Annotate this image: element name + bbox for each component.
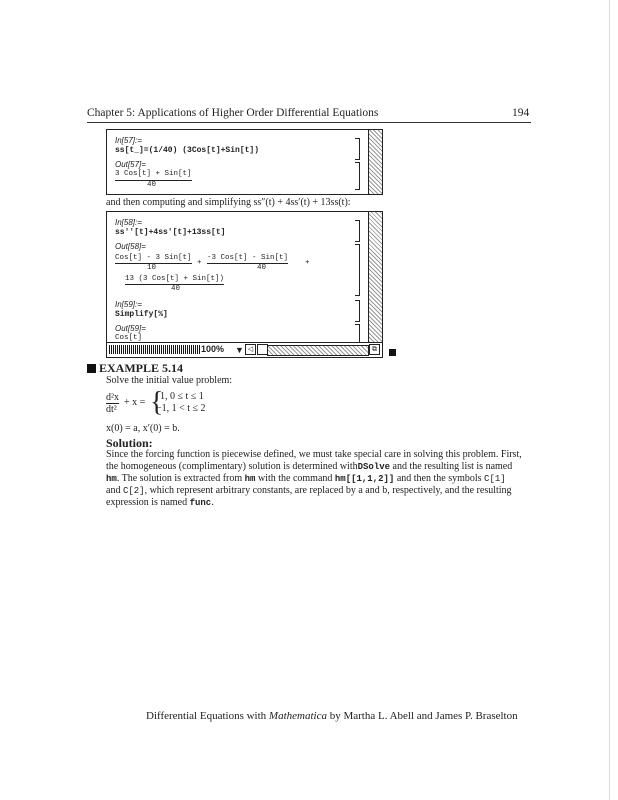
cell-bracket[interactable] [355, 220, 360, 242]
out57-numerator: 3 Cos[t] + Sin[t] [115, 170, 192, 181]
initial-conditions: x(0) = a, x′(0) = b. [106, 423, 180, 434]
footer [146, 710, 518, 722]
text: , which represent arbitrary constants, are replaced by a and b, respectively, and the resulting [144, 485, 512, 496]
notebook-window-bottom [106, 211, 383, 358]
code-hm-part: hm[[1,1,2]] [334, 474, 395, 484]
cell-bracket[interactable] [355, 324, 360, 344]
horizontal-scrollbar[interactable] [267, 345, 369, 356]
eq-plus: + x = [124, 397, 146, 408]
out58-plus: + [305, 259, 310, 267]
out58-label: Out[58]= [115, 242, 146, 251]
zoom-level[interactable]: 100% [201, 344, 225, 354]
case1: 1, 0 ≤ t ≤ 1 [160, 391, 204, 402]
out57-label: Out[57]= [115, 160, 146, 169]
in58-code[interactable]: ss''[t]+4ss'[t]+13ss[t] [115, 228, 226, 237]
code-func: func [189, 498, 212, 508]
text: the homogeneous (complimentary) solution is determined with [106, 461, 358, 472]
paragraph-line-2 [106, 461, 512, 473]
eq-denominator: dt² [106, 404, 117, 415]
solve-line: Solve the initial value problem: [106, 375, 233, 386]
paragraph-line-3 [106, 473, 506, 485]
solution-heading: Solution: [106, 436, 153, 450]
footer-post: by Martha L. Abell and James P. Braselton [326, 710, 518, 722]
in59-code[interactable]: Simplify[%] [115, 310, 168, 319]
status-bar [107, 342, 382, 357]
computing-line: and then computing and simplifying ss″(t) + 4ss′(t) + 13ss(t): [106, 197, 351, 208]
out58-plus: + [197, 259, 202, 267]
code-c2: C[2] [122, 486, 145, 496]
scrollbar[interactable] [368, 130, 382, 194]
paragraph-line-1: Since the forcing function is piecewise defined, we must take special care in solving this problem. First, [106, 449, 522, 460]
paragraph-line-5 [106, 497, 214, 509]
out57-denominator: 40 [147, 181, 157, 189]
page-number: 194 [512, 107, 530, 119]
notebook-window-top [106, 129, 383, 195]
code-hm: hm [244, 474, 256, 484]
chapter-header: Chapter 5: Applications of Higher Order Differential Equations [87, 107, 379, 119]
example-title: EXAMPLE 5.14 [99, 361, 183, 375]
text: and [106, 485, 123, 496]
out58-term1-den: 10 [147, 264, 157, 272]
in57-code[interactable]: ss[t_]=(1/40) (3Cos[t]+Sin[t]) [115, 146, 260, 155]
out58-term3-den: 40 [171, 285, 181, 293]
text: and the resulting list is named [390, 461, 513, 472]
out58-term2-num: -3 Cos[t] - Sin[t] [207, 254, 289, 262]
code-dsolve: DSolve [357, 462, 391, 472]
text: and then the symbols [394, 473, 485, 484]
end-of-example-square [389, 349, 396, 356]
case2: −1, 1 < t ≤ 2 [156, 403, 206, 414]
out59-label: Out[59]= [115, 324, 146, 333]
cell-bracket[interactable] [355, 244, 360, 296]
code-hm: hm [106, 474, 117, 484]
out58-term2-den: 40 [257, 264, 267, 272]
in57-label: In[57]:= [115, 136, 142, 145]
scrollbar[interactable] [368, 212, 382, 342]
in58-label: In[58]:= [115, 218, 142, 227]
text: expression is named [106, 497, 190, 508]
out58-term3-num: 13 (3 Cos[t] + Sin[t]) [125, 275, 225, 283]
cell-bracket[interactable] [355, 162, 360, 190]
text: . [211, 497, 214, 508]
code-c1: C[1] [484, 474, 506, 484]
brace-icon: { [150, 387, 164, 418]
text: with the command [255, 473, 335, 484]
text: . The solution is extracted from [116, 473, 245, 484]
in59-label: In[59]:= [115, 300, 142, 309]
cell-bracket[interactable] [355, 138, 360, 160]
resize-icon[interactable]: ⧉ [369, 344, 380, 355]
footer-pre: Differential Equations with [146, 710, 269, 722]
header-rule [87, 122, 531, 123]
page-edge-line [609, 0, 610, 800]
paragraph-line-4 [106, 485, 512, 497]
out58-term1-num: Cos[t] - 3 Sin[t] [115, 254, 192, 262]
footer-title: Mathematica [268, 710, 327, 722]
cell-bracket[interactable] [355, 300, 360, 322]
page-indicator [109, 345, 201, 354]
out59-value: Cos[t] [115, 334, 143, 342]
eq-numerator: d²x [106, 392, 119, 403]
example-bullet-square [87, 364, 96, 373]
scroll-left-icon[interactable]: ◁ [245, 344, 256, 355]
zoom-dropdown-icon[interactable]: ▼ [235, 345, 244, 355]
